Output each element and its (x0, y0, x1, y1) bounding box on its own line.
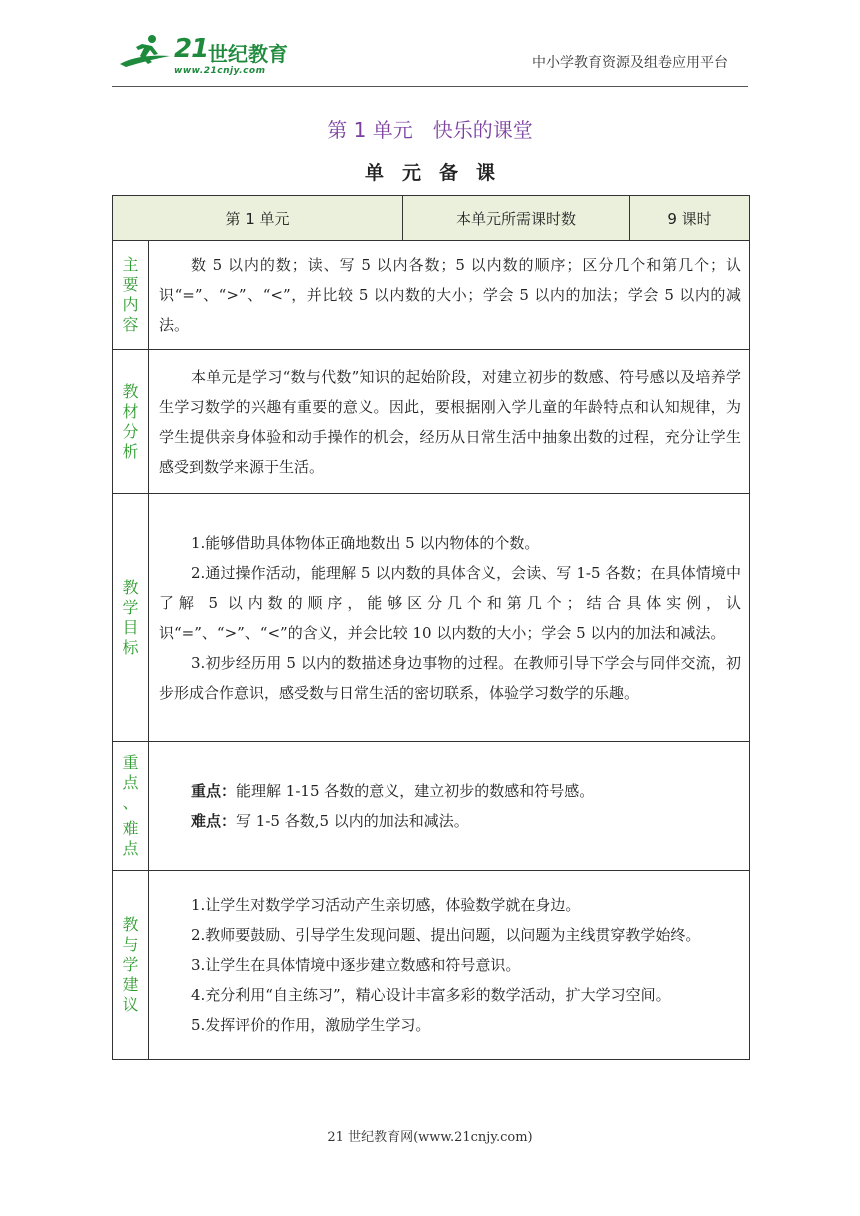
row-label: 教 材 分 析 (113, 350, 149, 494)
row-content: 1.让学生对数学学习活动产生亲切感，体验数学就在身边。 2.教师要鼓励、引导学生发现问题、提出问题，以问题为主线贯穿教学始终。 3.让学生在具体情境中逐步建立数感和符号意识。 4.充分利用“自主练习”，精心设计丰富多彩的数学活动，扩大学习空间。 5.发挥评价的作用，激励学生学习。 (149, 871, 750, 1060)
row-label: 教 与 学 建 议 (113, 871, 149, 1060)
key-point-label: 重点： (191, 782, 237, 800)
difficult-point-text: 写 1-5 各数,5 以内的加法和减法。 (236, 812, 469, 830)
row-content (149, 742, 750, 871)
table-header-row (113, 196, 750, 241)
logo-url: www.21cnjy.com (174, 66, 266, 76)
row-content: 数 5 以内的数；读、写 5 以内各数；5 以内数的顺序；区分几个和第几个；认识“=”、“>”、“<”，并比较 5 以内数的大小；学会 5 以内的加法；学会 5 以内的减法。 (149, 241, 750, 350)
table-row-main-content (113, 241, 750, 350)
logo-text: 世纪教育 (208, 42, 288, 66)
difficult-point-label: 难点： (191, 812, 237, 830)
hours-label-cell: 本单元所需课时数 (403, 196, 630, 241)
page-footer: 21 世纪教育网(www.21cnjy.com) (327, 1130, 533, 1145)
table-row-material-analysis (113, 350, 750, 494)
table-row-teaching-goals (113, 494, 750, 742)
unit-plan-table (112, 195, 750, 1060)
logo (118, 32, 288, 84)
unit-cell: 第 1 单元 (113, 196, 403, 241)
row-label: 重 点 、 难 点 (113, 742, 149, 871)
logo-number: 21 (174, 34, 209, 64)
header-divider (112, 86, 748, 87)
page-header (112, 24, 748, 84)
hours-value-cell: 9 课时 (630, 196, 750, 241)
page-title: 第 1 单元 快乐的课堂 (327, 118, 533, 142)
platform-name: 中小学教育资源及组卷应用平台 (532, 55, 728, 71)
table-row-suggestions (113, 871, 750, 1060)
row-content: 1.能够借助具体物体正确地数出 5 以内物体的个数。 2.通过操作活动，能理解 5 以内数的具体含义，会读、写 1-5 各数；在具体情境中了解 5 以内数的顺序，能够区分几个和第几个；结合具体实例，认识“=”、“>”、“<”的含义，并会比较 10 以内数的大小；学会 5 以内的加法和减法。 3.初步经历用 5 以内的数描述身边事物的过程。在教师引导下学会与同伴交流，初步形成合作意识，感受数与日常生活的密切联系，体验学习数学的乐趣。 (149, 494, 750, 742)
row-content: 本单元是学习“数与代数”知识的起始阶段，对建立初步的数感、符号感以及培养学生学习数学的兴趣有重要的意义。因此，要根据刚入学儿童的年龄特点和认知规律，为学生提供亲身体验和动手操作的机会，经历从日常生活中抽象出数的过程，充分让学生感受到数学来源于生活。 (149, 350, 750, 494)
row-label: 教 学 目 标 (113, 494, 149, 742)
running-figure-icon (118, 34, 172, 70)
table-row-key-difficult (113, 742, 750, 871)
key-point-text: 能理解 1-15 各数的意义，建立初步的数感和符号感。 (236, 782, 595, 800)
page-subtitle: 单元备课 (364, 162, 513, 184)
row-label: 主 要 内 容 (113, 241, 149, 350)
